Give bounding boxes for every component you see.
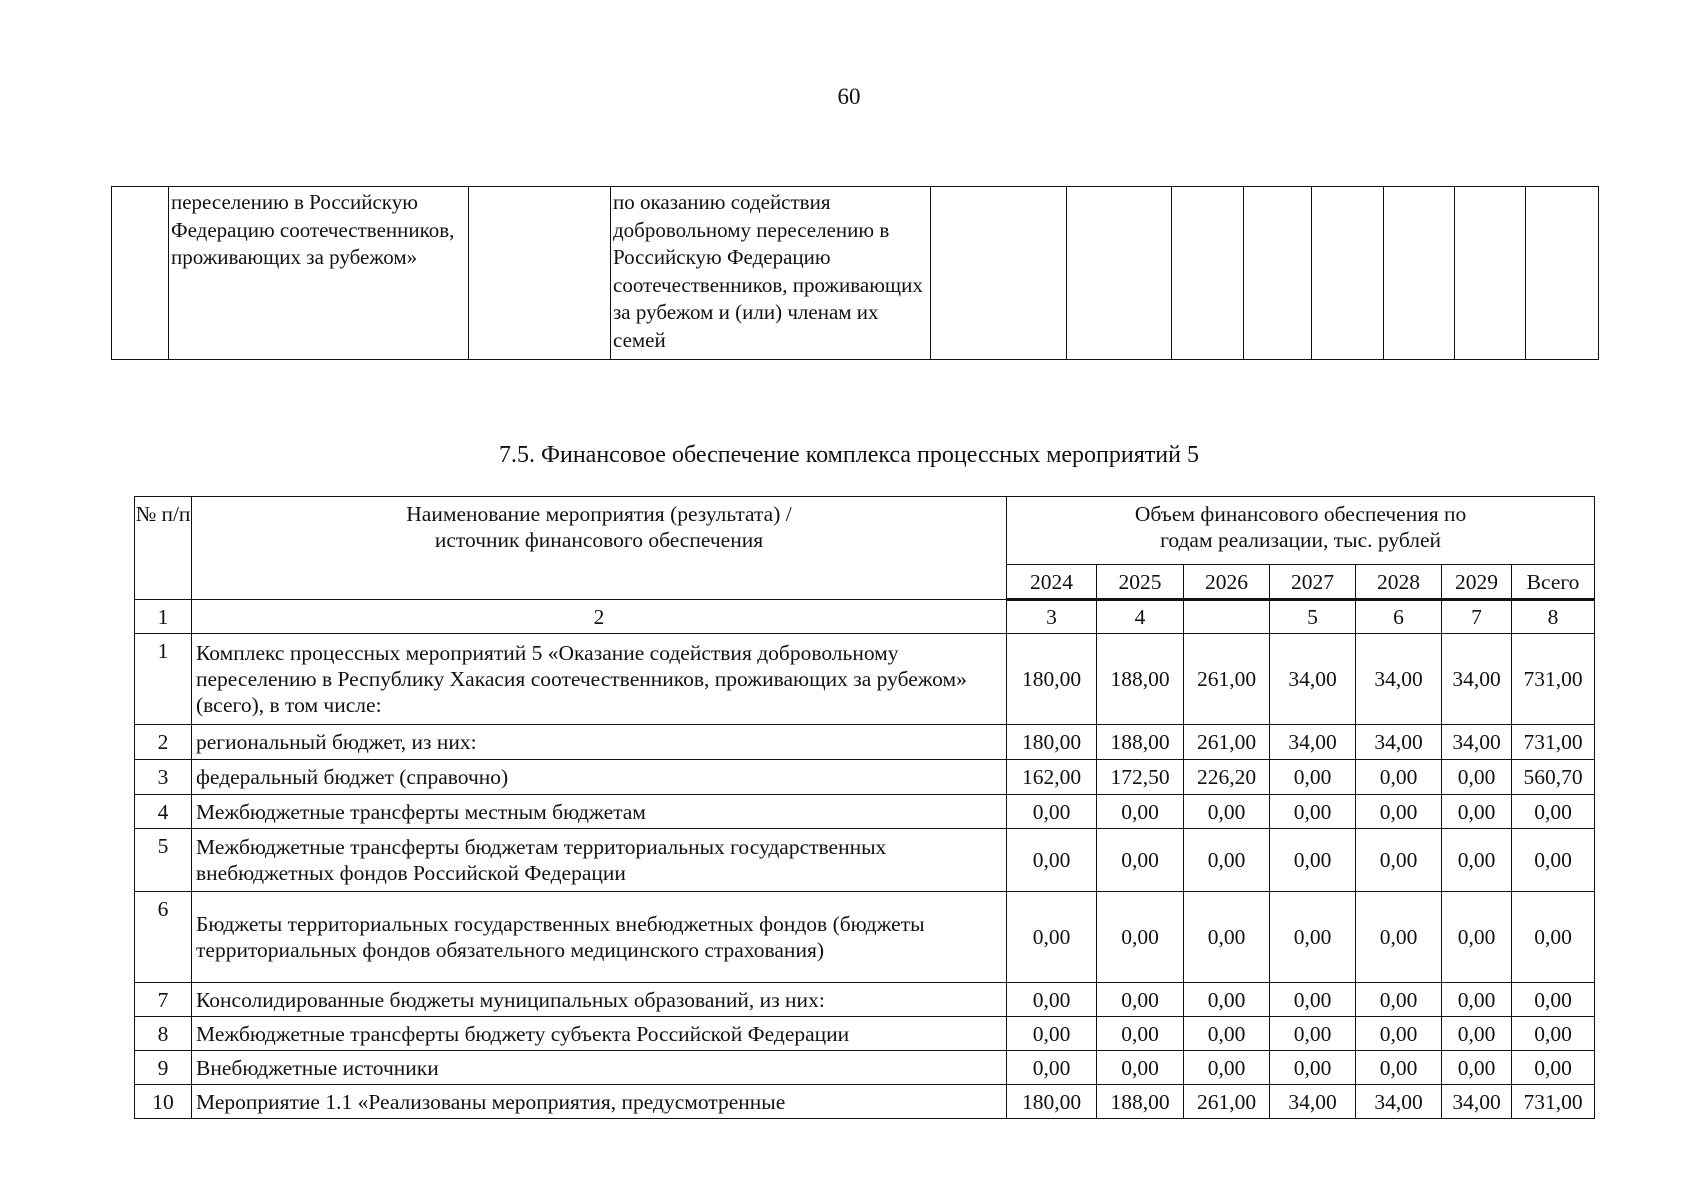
value-cell: 162,00 <box>1007 760 1097 795</box>
value-cell: 0,00 <box>1512 892 1595 983</box>
value-cell: 0,00 <box>1442 829 1512 892</box>
value-cell: 0,00 <box>1270 795 1356 829</box>
value-cell: 180,00 <box>1007 1085 1097 1119</box>
value-cell: 0,00 <box>1184 1017 1270 1051</box>
row-number: 5 <box>135 829 192 892</box>
value-cell: 0,00 <box>1007 1051 1097 1085</box>
empty-cell <box>931 187 1067 360</box>
value-cell: 172,50 <box>1097 760 1184 795</box>
header-year: 2024 <box>1007 565 1097 600</box>
value-cell: 0,00 <box>1356 892 1442 983</box>
header-year: 2027 <box>1270 565 1356 600</box>
row-number: 1 <box>135 634 192 725</box>
value-cell: 0,00 <box>1442 983 1512 1017</box>
page-number: 60 <box>837 84 861 109</box>
row-number: 3 <box>135 760 192 795</box>
col-number: 8 <box>1512 600 1595 634</box>
empty-cell <box>112 187 169 360</box>
value-cell: 261,00 <box>1184 634 1270 725</box>
header-name: Наименование мероприятия (результата) / источник финансового обеспечения <box>192 497 1007 600</box>
column-numbers-row <box>135 600 1595 634</box>
value-cell: 0,00 <box>1512 983 1595 1017</box>
value-cell: 180,00 <box>1007 725 1097 760</box>
col-number: 1 <box>135 600 192 634</box>
value-cell: 34,00 <box>1270 725 1356 760</box>
value-cell: 0,00 <box>1184 892 1270 983</box>
value-cell: 0,00 <box>1356 760 1442 795</box>
col-number: 7 <box>1442 600 1512 634</box>
value-cell: 0,00 <box>1097 892 1184 983</box>
col-number: 2 <box>192 600 1007 634</box>
value-cell: 0,00 <box>1270 760 1356 795</box>
table-row <box>135 1017 1595 1051</box>
value-cell: 34,00 <box>1356 634 1442 725</box>
value-cell: 0,00 <box>1442 795 1512 829</box>
value-cell: 0,00 <box>1007 795 1097 829</box>
table-row <box>135 795 1595 829</box>
header-year: 2026 <box>1184 565 1270 600</box>
value-cell: 0,00 <box>1270 1051 1356 1085</box>
value-cell: 0,00 <box>1270 892 1356 983</box>
value-cell: 34,00 <box>1356 1085 1442 1119</box>
col-number: 4 <box>1097 600 1184 634</box>
value-cell: 226,20 <box>1184 760 1270 795</box>
header-year: 2025 <box>1097 565 1184 600</box>
value-cell: 188,00 <box>1097 1085 1184 1119</box>
value-cell: 0,00 <box>1007 829 1097 892</box>
row-number: 6 <box>135 892 192 983</box>
col-number <box>1184 600 1270 634</box>
table-row <box>135 760 1595 795</box>
value-cell: 0,00 <box>1270 1017 1356 1051</box>
value-cell: 0,00 <box>1512 1051 1595 1085</box>
value-cell: 180,00 <box>1007 634 1097 725</box>
table-row <box>135 634 1595 725</box>
col-number: 5 <box>1270 600 1356 634</box>
value-cell: 731,00 <box>1512 725 1595 760</box>
value-cell: 0,00 <box>1356 795 1442 829</box>
value-cell: 0,00 <box>1097 1051 1184 1085</box>
value-cell: 34,00 <box>1270 1085 1356 1119</box>
value-cell: 0,00 <box>1270 829 1356 892</box>
continuation-row <box>112 187 1599 360</box>
value-cell: 0,00 <box>1097 795 1184 829</box>
row-number: 7 <box>135 983 192 1017</box>
value-cell: 0,00 <box>1442 760 1512 795</box>
header-volume: Объем финансового обеспечения по годам реализации, тыс. рублей <box>1007 497 1595 565</box>
row-number: 10 <box>135 1085 192 1119</box>
empty-cell <box>1384 187 1455 360</box>
value-cell: 0,00 <box>1007 892 1097 983</box>
section-title: 7.5. Финансовое обеспечение комплекса процессных мероприятий 5 <box>499 442 1199 468</box>
row-name: Межбюджетные трансферты местным бюджетам <box>192 795 1007 829</box>
empty-cell <box>1526 187 1599 360</box>
value-cell: 0,00 <box>1270 983 1356 1017</box>
value-cell: 731,00 <box>1512 634 1595 725</box>
header-num: № п/п <box>135 497 192 600</box>
empty-cell <box>1172 187 1244 360</box>
value-cell: 34,00 <box>1442 634 1512 725</box>
row-name: Мероприятие 1.1 «Реализованы мероприятия, предусмотренные <box>192 1085 1007 1119</box>
value-cell: 0,00 <box>1097 1017 1184 1051</box>
row-number: 9 <box>135 1051 192 1085</box>
value-cell: 0,00 <box>1184 795 1270 829</box>
value-cell: 0,00 <box>1184 829 1270 892</box>
value-cell: 0,00 <box>1356 1051 1442 1085</box>
row-number: 2 <box>135 725 192 760</box>
value-cell: 188,00 <box>1097 725 1184 760</box>
header-row-1 <box>135 497 1595 565</box>
value-cell: 0,00 <box>1356 1017 1442 1051</box>
continuation-text-left: переселению в Российскую Федерацию соотечественников, проживающих за рубежом» <box>169 187 469 360</box>
value-cell: 261,00 <box>1184 1085 1270 1119</box>
row-number: 8 <box>135 1017 192 1051</box>
row-name: Межбюджетные трансферты бюджетам территориальных государственных внебюджетных фондов Российской Федерации <box>192 829 1007 892</box>
value-cell: 34,00 <box>1356 725 1442 760</box>
value-cell: 0,00 <box>1356 983 1442 1017</box>
header-year: 2028 <box>1356 565 1442 600</box>
table-row <box>135 983 1595 1017</box>
finance-table <box>134 496 1595 1119</box>
value-cell: 34,00 <box>1442 1085 1512 1119</box>
col-number: 3 <box>1007 600 1097 634</box>
row-name: Консолидированные бюджеты муниципальных образований, из них: <box>192 983 1007 1017</box>
table-row <box>135 1051 1595 1085</box>
header-year: 2029 <box>1442 565 1512 600</box>
value-cell: 0,00 <box>1512 1017 1595 1051</box>
value-cell: 731,00 <box>1512 1085 1595 1119</box>
col-number: 6 <box>1356 600 1442 634</box>
value-cell: 0,00 <box>1007 983 1097 1017</box>
table-row <box>135 892 1595 983</box>
value-cell: 0,00 <box>1442 892 1512 983</box>
continuation-text-right: по оказанию содействия добровольному переселению в Российскую Федерацию соотечественников, проживающих за рубежом и (или) членам их семей <box>611 187 931 360</box>
empty-cell <box>1312 187 1384 360</box>
value-cell: 0,00 <box>1184 1051 1270 1085</box>
value-cell: 0,00 <box>1512 795 1595 829</box>
value-cell: 0,00 <box>1184 983 1270 1017</box>
header-total: Всего <box>1512 565 1595 600</box>
empty-cell <box>1067 187 1172 360</box>
empty-cell <box>1455 187 1526 360</box>
value-cell: 560,70 <box>1512 760 1595 795</box>
continuation-table <box>111 186 1599 360</box>
table-row <box>135 829 1595 892</box>
row-name: Бюджеты территориальных государственных внебюджетных фондов (бюджеты территориальных фондов обязательного медицинского страхования) <box>192 892 1007 983</box>
row-name: Внебюджетные источники <box>192 1051 1007 1085</box>
row-name: региональный бюджет, из них: <box>192 725 1007 760</box>
value-cell: 0,00 <box>1512 829 1595 892</box>
table-row <box>135 725 1595 760</box>
value-cell: 0,00 <box>1097 829 1184 892</box>
value-cell: 0,00 <box>1097 983 1184 1017</box>
table-row <box>135 1085 1595 1119</box>
value-cell: 34,00 <box>1442 725 1512 760</box>
value-cell: 0,00 <box>1007 1017 1097 1051</box>
value-cell: 261,00 <box>1184 725 1270 760</box>
row-number: 4 <box>135 795 192 829</box>
row-name: Межбюджетные трансферты бюджету субъекта Российской Федерации <box>192 1017 1007 1051</box>
value-cell: 188,00 <box>1097 634 1184 725</box>
value-cell: 34,00 <box>1270 634 1356 725</box>
empty-cell <box>1244 187 1312 360</box>
value-cell: 0,00 <box>1442 1051 1512 1085</box>
empty-cell <box>469 187 611 360</box>
value-cell: 0,00 <box>1442 1017 1512 1051</box>
row-name: Комплекс процессных мероприятий 5 «Оказание содействия добровольному переселению в Республику Хакасия соотечественников, проживающих за рубежом» (всего), в том числе: <box>192 634 1007 725</box>
row-name: федеральный бюджет (справочно) <box>192 760 1007 795</box>
value-cell: 0,00 <box>1356 829 1442 892</box>
